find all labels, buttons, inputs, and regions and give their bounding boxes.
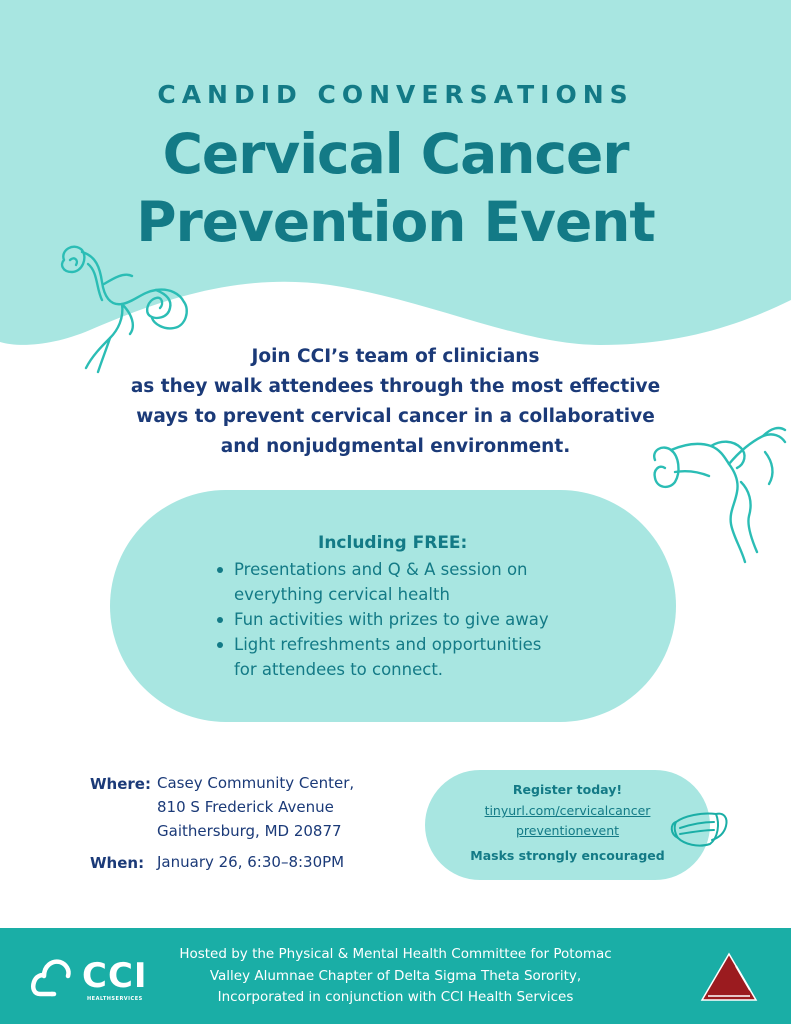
address-line: Gaithersburg, MD 20877 [157, 822, 342, 840]
event-series-kicker: CANDID CONVERSATIONS [157, 80, 634, 109]
free-items-list [215, 557, 615, 682]
free-items-heading: Including FREE: [318, 533, 468, 553]
where-label: Where: [90, 775, 151, 793]
intro-line: Join CCI’s team of clinicians [251, 346, 540, 367]
list-item-text: Presentations and Q & A session on [234, 560, 528, 579]
cci-logo-subtext: HEALTHSERVICES [87, 996, 143, 1002]
intro-line: ways to prevent cervical cancer in a collaborative [136, 406, 655, 427]
register-link-line[interactable]: preventionevent [515, 823, 620, 838]
uterus-outline-icon [645, 412, 791, 572]
list-item-text: everything cervical health [234, 585, 450, 604]
page-title [0, 120, 791, 256]
footer-line: Valley Alumnae Chapter of Delta Sigma Theta Sorority, [209, 967, 582, 984]
masks-note: Masks strongly encouraged [470, 848, 665, 863]
intro-line: and nonjudgmental environment. [220, 436, 571, 457]
cci-logo-icon [30, 952, 86, 1000]
intro-line: as they walk attendees through the most effective [130, 376, 661, 397]
event-description [95, 342, 696, 462]
list-item-text: Light refreshments and opportunities [234, 635, 542, 654]
register-link-line[interactable]: tinyurl.com/cervicalcancer [484, 803, 651, 818]
list-item [215, 632, 615, 682]
list-item [215, 557, 615, 607]
when-label: When: [90, 854, 145, 872]
address-line: 810 S Frederick Avenue [157, 798, 334, 816]
footer-credit [170, 944, 621, 1009]
where-address [157, 771, 417, 843]
title-line-2: Prevention Event [136, 190, 655, 254]
when-value: January 26, 6:30–8:30PM [157, 853, 345, 871]
footer-line: Hosted by the Physical & Mental Health Committee for Potomac [179, 946, 612, 962]
list-item-text: Fun activities with prizes to give away [234, 610, 549, 629]
cci-logo-text: CCI [82, 956, 148, 996]
face-mask-icon [668, 804, 732, 854]
address-line: Casey Community Center, [157, 774, 355, 792]
list-item-text: for attendees to connect. [234, 660, 444, 679]
register-heading: Register today! [512, 782, 623, 797]
footer-line: Incorporated in conjunction with CCI Health Services [217, 989, 574, 1005]
pyramid-emblem-icon [700, 952, 758, 1004]
title-line-1: Cervical Cancer [162, 122, 629, 186]
list-item [215, 607, 615, 632]
